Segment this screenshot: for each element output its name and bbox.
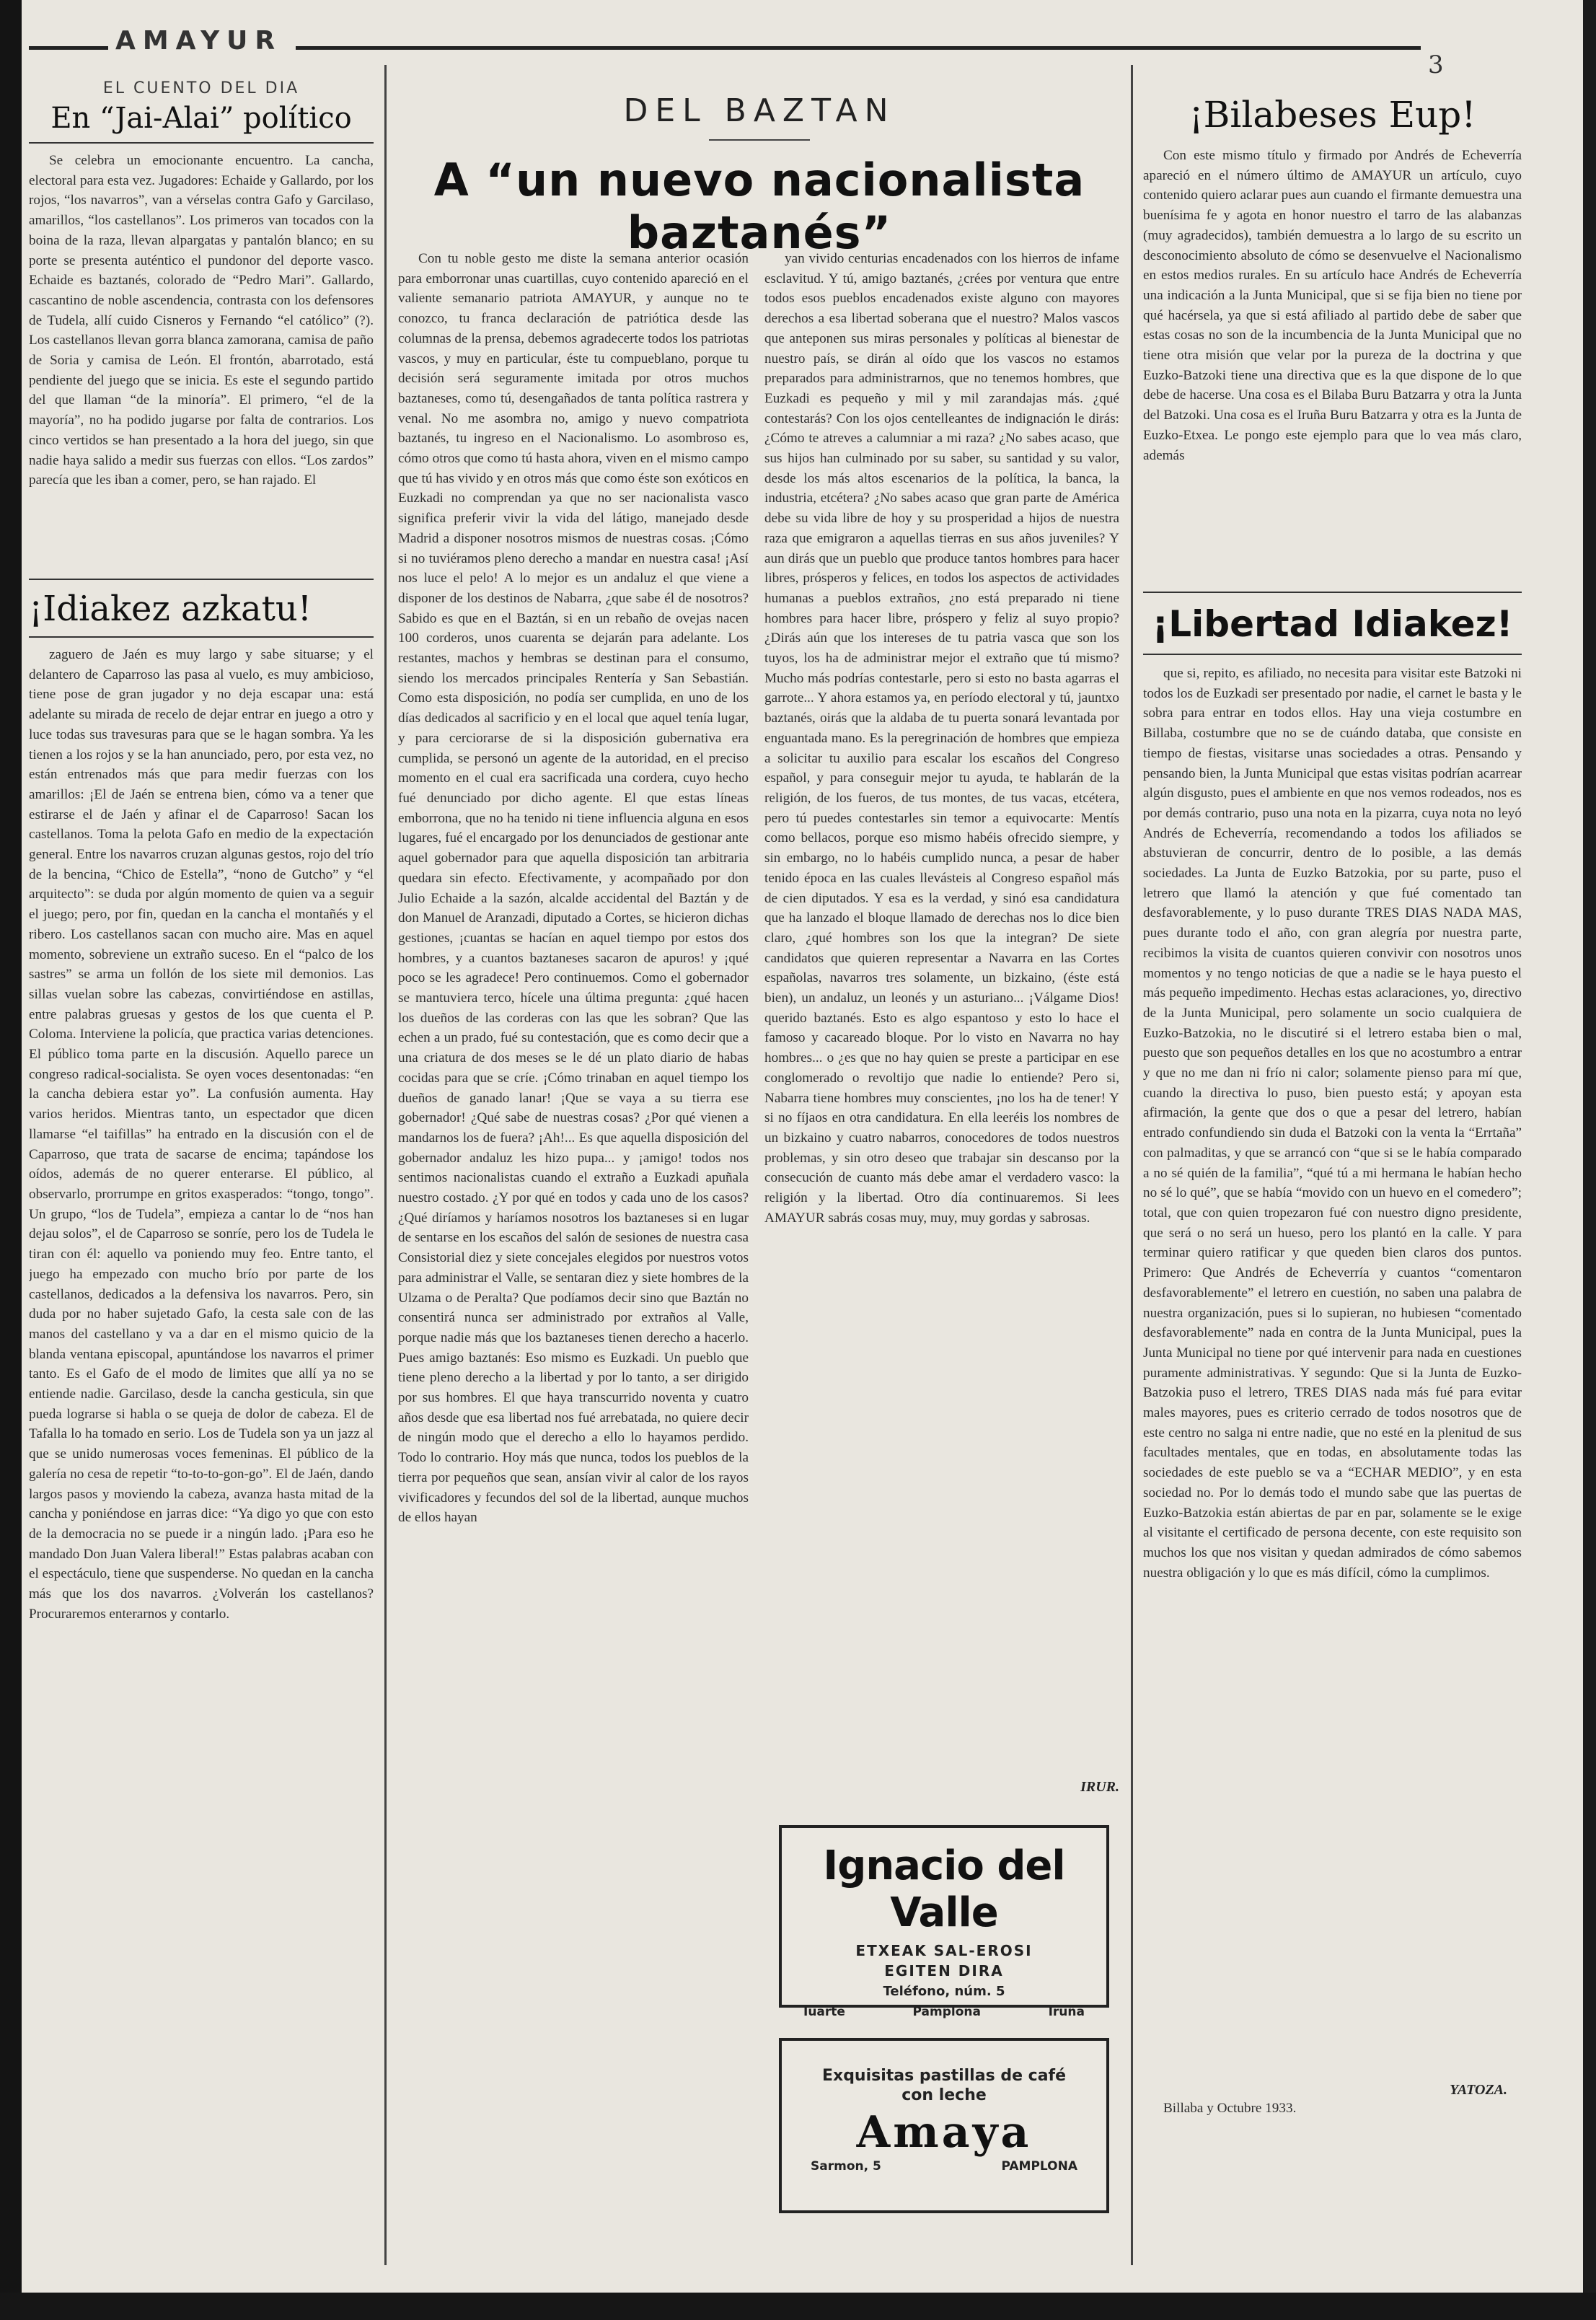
left-section-rule — [29, 579, 374, 580]
right-title: ¡Bilabeses Eup! — [1189, 94, 1476, 136]
ad2-brand: Amaya — [856, 2107, 1032, 2158]
right-dateline: Billaba y Octubre 1933. — [1163, 2101, 1297, 2116]
right-article-body-1 — [1143, 146, 1522, 584]
right-section-rule — [1143, 592, 1522, 593]
middle-kicker: DEL BAZTAN — [623, 92, 896, 129]
right-signature: YATOZA. — [1450, 2082, 1507, 2098]
ad1-name: Ignacio del Valle — [823, 1842, 1065, 1936]
ad2-tagline-1: Exquisitas pastillas de café — [821, 2067, 1067, 2085]
middle-title: A “un nuevo nacionalista baztanés” — [433, 154, 1085, 259]
left-kicker: EL CUENTO DEL DIA — [102, 79, 300, 97]
ad-ignacio-del-valle — [779, 1825, 1109, 2019]
left-article-body-1 — [29, 151, 374, 573]
scan-border-bottom — [0, 2293, 1596, 2320]
left-title-rule — [29, 142, 374, 144]
middle-body-1: Con tu noble gesto me diste la semana anterior ocasión para emborronar unas cuartillas, cuyo contenido apareció en el valiente semanario patriota AMAYUR, y aunque no te conozco, tu franca declaración de patriótica desde las columnas de la prensa, debemos agradecerte todos los patriotas vascos, y muy en particular, éste tu compueblano, porque tu decisión será seguramente imitada por otros muchos baztaneses, como tú, desengañados de tanta política rastrera y venal. No me asombra no, amigo y nuevo compatriota baztanés, tu ingreso en el Nacionalismo. Lo asombroso es, cómo otros que como tú hasta ahora, viven en el mismo campo que tú has vivido y en otros más que como éste son exóticos en Euzkadi no comprendan ya que no ser nacionalista vasco significa preferir vivir la vida del látigo, manejado desde Madrid a disponer nosotros mismos de nuestras cosas. ¡Cómo si no tuviéramos pleno derecho a mandar en nuestra casa! ¡Así nos luce el pelo! A lo mejor es un andaluz el que viene a disponer de los destinos de Nabarra, ¿que sabe él de nosotros? Sabido es que en el Baztán, si en un rebaño de ovejas nacen 100 corderos, unos cuarenta se dejarán para adelante. Los restantes, machos y hembras se destinan para el consumo, siendo los mercados principales Rentería y San Sebastián. Como esta disposición, no podía ser cumplida, en uno de los días dedicados al sacrificio y en el local que aquel tenía lugar, y para cerciorarse de si la disposición gubernativa era cumplida, se personó un agente de la autoridad, en el preciso momento en el cual era sacrificada una cordera, cuyo hecho fué denunciado por dicho agente. El que estas líneas emborrona, que no ha tenido ni tiene influencia alguna en esos lugares, fué el encargado por los denunciados de gestionar ante aquel gobernador para que aquella disposición tan arbitraria quedara sin efecto. Efectivamente, y acompañado por don Julio Echaide a la sazón, alcalde accidental del Baztán y de don Manuel de Aranzadi, diputado a Cortes, se hicieron dichas gestiones, ¡cuantas se hacían en aquel tiempo por estos dos hombres, y a cuantos baztaneses sacaron de apuros! y ¡qué poco se les agradece! Pero continuemos. Como el gobernador se mantuviera terco, hícele una última pregunta: ¿qué hacen los dueños de las corderas con las que les sobran? Que las echen a un prado, fué su contestación, que es como decir que a una criatura de dos meses se le dé un plato diario de habas cocidas para que se críe. ¡Cómo trinaban en aquel tiempo los dueños de ganado lanar! ¡Que se vaya a su tierra ese gobernador! ¿Qué sabe de nuestras cosas? ¿Por qué vienen a mandarnos los de fuera? ¡Ah!... Es que aquella disposición del gobernador andaluz les hizo pupa... y ¡amigo! todos nos sentimos nacionalistas cuando el extraño a Euzkadi apuñala nuestro costado. ¿Y por qué en todos y cada uno de los casos? ¿Qué diríamos y haríamos nosotros los baztaneses si en lugar de sentarse en los escaños del salón de sesiones de nuestra casa Consistorial diez y siete concejales elegidos por nuestros votos para administrar el Valle, se sentaran diez y siete hombres de la Ulzama o de Peralta? Que podíamos decir sino que Baztán no consentirá nunca ser administrado por extraños al Valle, porque nadie más que los baztaneses tienen derecho a hacerlo. Pues amigo baztanés: Eso mismo es Euzkadi. Un pueblo que tiene pleno derecho a la libertad y por lo tanto, a ser dirigido por sus hombres. El que haya transcurrido noventa y cuatro años desde que esa libertad nos fué arrebatada, no quiere decir de ningún modo que el derecho a ello lo hayamos perdido. Todo lo contrario. Hoy más que nunca, todos los pueblos de la tierra por pequeños que sean, ansían vivir al calor de los rayos vivificadores y fecundos del sol de la libertad, aunque muchos de ellos hayan — [398, 251, 749, 1526]
ad1-towns — [803, 2005, 1085, 2019]
ad2-address: Sarmon, 5 — [811, 2159, 881, 2174]
right-article-body-2 — [1143, 664, 1522, 2078]
right-heading-2-rule — [1143, 654, 1522, 655]
middle-header — [395, 72, 1124, 260]
right-body-2: que si, repito, es afiliado, no necesita para visitar este Batzoki ni todos los de Euzkadi ser presentado por nadie, el carnet le basta y le sobra para entrar en todos ellos. Hay una vieja costumbre en Billaba, costumbre que no se de cuándo databa, que consiste en tiempo de fiestas, visitarse unas sociedades a otras. Pensando y pensando bien, la Junta Municipal que estas visitas podrían acarrear algún disgusto, pues el ambiente en que nos vemos rodeados, nos es por demás contrario, puso una nota en la pizarra, cuya nota no leyó Andrés de Echeverría, recomendando a todos los afiliados se abstuvieran de concurrir, dentro de lo posible, a las demás sociedades. La Junta de Euzko Batzokia, por su parte, puso el letrero que llamó la atención y que fué comentado tan desfavorablemente, y lo puso durante TRES DIAS NADA MAS, pues durante todo el año, con gran alegría por nuestra parte, recibimos la visita de cuantos quieren convivir con nosotros unos momentos y no tengo noticias de que a nadie se le haya puesto el más pequeño impedimento. Hechas estas aclaraciones, yo, directivo de la Junta Municipal, pero solamente un socio cualquiera de Euzko-Batzokia, no le discutiré si el letrero estaba bien o mal, puesto que son pequeños detalles en los que no acostumbro a entrar y que no me dan ni frío ni calor; solamente pienso para mí que, cuando la directiva lo puso, bien puesto está; y apoyan esta afirmación, la gente que dos o que a pesar del letrero, habían entrado confundiendo sin duda el Batzoki con la venta la “Errtaña” con palmaditas, y que se arrancó con “que si se le había comparado a no sé quién de la familia”, “qué tú a mi hermana le habían hecho no sé lo qué”, que se había “movido con un huevo en el comedero”; total, que con quien tropezaron fué con nuestro digno presidente, que será o no será un hueso, pero los plantó en la calle. Y para terminar quiero ratificar y que queden bien claros dos puntos. Primero: Que Andrés de Echeverría y cuantos “comentaron desfavorablemente” el letrero en cuestión, no saben una palabra de nuestra organización, pues si lo supieran, no hubiesen “comentado desfavorablemente” nada en contra de la Junta Municipal, pues la Junta Municipal no tiene por qué intervenir para nada en cuestiones puramente administrativas. Y segundo: Que si la Junta de Euzko-Batzokia puso el letrero, TRES DIAS nada más fué para evitar males mayores, pues es criterio cerrado de todos nosotros que de este centro no salga ni entre nadie, que no esté en la plenitud de sus facultades mentales, que en todas, en absolutamente todas las sociedades de este pueblo se va a “ECHAR MEDIO”, y en esta sociedad no. Por lo demás todo el mundo sabe que las puertas de Euzko-Batzokia están abiertas de par en par, solamente se le exige al visitante el certificado de persona decente, con este requisito son muchos los que nos visitan y quedan admirados de cómo sabemos nuestra obligación y lo que es más difícil, cómo la cumplimos. — [1143, 666, 1522, 1581]
ad1-town-3: Iruña — [1048, 2005, 1085, 2019]
ad-amaya — [779, 2038, 1109, 2213]
header-rule-right — [296, 46, 1421, 50]
column-rule-1 — [384, 65, 387, 2265]
middle-article-body-1 — [398, 249, 749, 2211]
middle-article-body-2 — [764, 249, 1119, 1775]
right-column — [1143, 94, 1522, 2287]
column-rule-2 — [1131, 65, 1133, 2265]
middle-body-2: yan vivido centurias encadenados con los hierros de infame esclavitud. Y tú, amigo baztanés, ¿crées por ventura que entre todos esos pueblos encadenados existe alguno con mayores derechos a esa libertad soberana que el nuestro? Malos vascos que anteponen sus miras personales y políticas al bienestar de nuestro país, se dirán al oído que los vascos no estamos preparados para administrarnos, que no tenemos hombres, que Euzkadi es pequeño y mil y mil zarandajas más. ¿qué contestarás? Con los ojos centelleantes de indignación le dirás: ¿Cómo te atreves a calumniar a mi raza? ¿No sabes acaso, que sus hijos han culminado por su saber, su santidad y su valor, desde los más altos escenarios de la política, la banca, la industria, etcétera? ¿No sabes acaso que gran parte de América debe su vida libre de hoy y su prosperidad a hijos de nuestra raza que emigraron a aquellas tierras en sus años juveniles? Y aun dirás que un pueblo que produce tantos hombres para hacer libres, prósperos y felices, en todos los aspectos de actividades humanas a pueblos extraños, ¿no está preparado ni tiene hombres para hacer libre, próspero y feliz al suyo propio? ¿Dirás aún que los intereses de tu patria vasca que son los tuyos, los ha de administrar mejor el extraño que tú mismo? Mucho más podrías contestarle, pero si esto no basta agarras el garrote... Y ahora estamos ya, en período electoral y tú, jauntxo baztanés, oirás que la aldaba de tu puerta sonará levantada por enguantada mano. Es la peregrinación de hombres que empieza a solicitar tu auxilio para escalar los escaños del Congreso español, y para conseguir mejor tu ayuda, te hablarán de la religión, de los fueros, de tus montes, de tus vacas, etcétera, pero tú puedes contestarles sin temor a equivocarte: Mentís como bellacos, porque eso mismo habéis ofrecido siempre, y sin embargo, no lo habéis cumplido nunca, a pesar de haber tenido época en las cuales llevásteis al Congreso español más de cien diputados. Y esa es la verdad, y sinó esa candidatura que ha lanzado el bloque llamado de derechas nos lo dice bien claro, ¿qué hombres son los que la integran? De siete candidatos que quieren representar a Navarra en las Cortes españolas, navarros tres solamente, un bizkaino, (éste está bien), un andaluz, un leonés y un asturiano... ¡Válgame Dios! querido baztanés. Esto es algo espantoso y esto lo hace el famoso y cacareado bloque. Por lo visto en Navarra no hay hombres... o ¿es que no hay quien se preste a participar en ese conglomerado o revoltijo que nadie lo entiende? Pero si, Nabarra tiene hombres muy conscientes, ¡no los ha de tener! Y si no fíjaos en otra candidatura. En ella leeréis los nombres de un bizkaino y cuatro nabarros, conocedores de todos nuestros problemas, y sin otro deseo que trabajar sin descanso por la consecución de cuanto más debe amar el verdadero vasco: la religión y la libertad. Otro día continuaremos. Si lees AMAYUR sabrás cosas muy, muy, muy gordas y sabrosas. — [764, 251, 1119, 1226]
right-heading-2: ¡Libertad Idiakez! — [1152, 603, 1513, 645]
middle-column-1 — [398, 249, 749, 2269]
left-body-1: Se celebra un emocionante encuentro. La cancha, electoral para esta vez. Jugadores: Echaide y Gallardo, por los rojos, “los navarros”, van a vérselas contra Gafo y Garcilaso, amarillos, “los castellanos”. Los primeros van tocados con la boina de la raza, llevan alpargatas y pantalón blanco; en su porte se presenta auténtico el pundonor del deporte vasco. Echaide es baztanés, colorado de “Pedro Mari”. Gallardo, cascantino de noble ascendencia, contrasta con los defensores de Tudela, allí cuido Cisneros y Fernando “el católico” (?). Los castellanos llevan gorra blanca zamorana, camisa de paño de Soria y camisa de León. El frontón, abarrotado, está pendiente del juego que se inicia. Es este el segundo partido del que llaman “de la minoría”. El primero, “el de la mayoría”, no ha podido jugarse por falta de contrarios. Los cinco vertidos se han presentado a la hora del juego, sin que nadie haya salido a medir sus fuerzas con ellos. “Los zardos” parecía que les iban a comer, pero, se han rajado. El — [29, 153, 374, 488]
left-article-body-2 — [29, 645, 374, 2174]
ad1-town-2: Pamplona — [912, 2005, 981, 2019]
ad2-city: PAMPLONA — [1001, 2159, 1077, 2174]
left-title: En “Jai-Alai” político — [50, 102, 352, 135]
ad1-line2: EGITEN DIRA — [884, 1962, 1004, 1980]
left-body-2: zaguero de Jaén es muy largo y sabe situarse; y el delantero de Caparroso las pasa al vuelo, es muy ambicioso, tiene pose de gran jugador y no deja escapar una: está adelante su mirada de recelo de dejar entrar en juego a otro y luce todas sus travesuras para que se le hagan sombra. Ya les tienen a los rojos y se la han anunciado, pero, por esta vez, no están entrenados más que para medir fuerzas con los amarillos: ¡El de Jaén se entrena bien, cómo va a tener que estirarse el de Jaén y afinar el de Caparroso! Sacan los castellanos. Toma la pelota Gafo en medio de la expectación general. Entre los navarros cruzan algunas gestos, rojo del trío de la bencina, “Chico de Estella”, “nono de Gutcho” y “el arquitecto”: se duda por algún momento de quien va a seguir el juego; pero, por fin, quedan en la cancha el montañés y el ribero. Los castellanos sacan con mucho aire. Mas en aquel momento, sobreviene un extraño suceso. En el “palco de los sastres” se arma un follón de los siete mil demonios. Las sillas vuelan sobre las cabezas, convirtiéndose en astillas, entre palabras gruesas y gestos de los que cuenta el P. Coloma. Interviene la policía, que practica varias detenciones. El público toma parte en la discusión. Aquello parece un congreso radical-socialista. Se oyen voces desentonadas: “en la cancha debiera estar yo”. La confusión aumenta. Hay varios heridos. Mientras tanto, un espectador que dicen llamarse “el taifillas” ha entrado en la discusión con el de Caparroso, que trata de sacarse de encima; tapándose los oídos, además de no querer enterarse. El público, al observarlo, prorrumpe en gritos exasperados: “tongo, tongo”. Un grupo, “los de Tudela”, empieza a cantar lo de “nos han dejau solos”, el de Caparroso se sonríe, pero los de Tudela le tiran con él: aquello va poniendo muy feo. Entre tanto, el juego ha empezado con mucho brío por parte de los castellanos, dedicados a la defensiva los navarros. Pero, sin duda por no haber sujetado Gafo, la cesta sale con de las manos del castellano y va a dar en el mismo quicio de la blanda ventana episcopal, apuntándose los navarros el primer tanto. Es el Gafo de el modo de limites que allí ya no se entiende nadie. Garcilaso, desde la cancha gesticula, sin que pueda lograrse si habla o se queja de dolor de cabeza. El de Tafalla lo ha tomado en serio. Los de Tudela son ya un jazz al que se unido numerosas voces femeninas. El público de la galería no cesa de repetir “to-to-to-gon-go”. El de Jaén, dando largos pasos y moviendo la cabeza, avanza hasta mitad de la cancha y poniéndose en jarras dice: “Ya digo yo que con esto de la democracia no se puede ir a ningún lado. ¡Para eso he mandado Don Juan Valera liberal!” Estas palabras acaban con el espectáculo, tiene que suspenderse. No quedan en la cancha más que los dos navarros. ¿Volverán los castellanos? Procuraremos enterarnos y contarlo. — [29, 647, 374, 1622]
right-body-1: Con este mismo título y firmado por Andrés de Echeverría apareció en el número último de AMAYUR un artículo, cuyo contenido quiero aclarar pues aun cuando el firmante demuestra una buenísima fe y agota en honor nuestro el tarro de las alabanzas (muy agradecidos), también demuestra a lo largo de su escrito un desconocimiento absoluto de cómo se desenvuelve el Nacionalismo en estos medios rurales. En su artículo hace Andrés de Echeverría una indicación a la Junta Municipal, que si se fija bien no tiene por qué hacérsela, ya que si está afiliado al partido debe de saber que estas cosas no son de la incumbencia de la Junta Municipal que no tiene otra misión que velar por la pureza de la doctrina y que Euzko-Batzoki tiene una directiva que es la que dispone de lo que debe de hacerse. Una cosa es el Bilaba Buru Batzarra y otra la Junta del Batzoki. Una cosa es el Iruña Buru Batzarra y otra es la Junta de Euzko-Etxea. Le pongo este ejemplo para que lo vea más claro, además — [1143, 148, 1522, 463]
left-column — [29, 79, 374, 2287]
middle-column-2 — [764, 249, 1119, 1814]
middle-kicker-rule — [709, 139, 810, 141]
page-number: 3 — [1428, 50, 1444, 79]
ad1-phone: Teléfono, núm. 5 — [883, 1984, 1005, 1999]
left-heading-2-rule — [29, 636, 374, 638]
scan-border-right — [1583, 0, 1596, 2320]
masthead: AMAYUR — [115, 26, 283, 56]
header-rule-left — [29, 46, 108, 50]
scan-border-left — [0, 0, 22, 2320]
ad2-address-row — [811, 2159, 1077, 2174]
ad1-line1: ETXEAK SAL-EROSI — [855, 1942, 1033, 1959]
ad2-tagline-2: con leche — [901, 2086, 987, 2104]
left-heading-2: ¡Idiakez azkatu! — [29, 589, 312, 629]
ad1-town-1: Iuarte — [803, 2005, 845, 2019]
middle-signature: IRUR. — [1080, 1779, 1119, 1795]
